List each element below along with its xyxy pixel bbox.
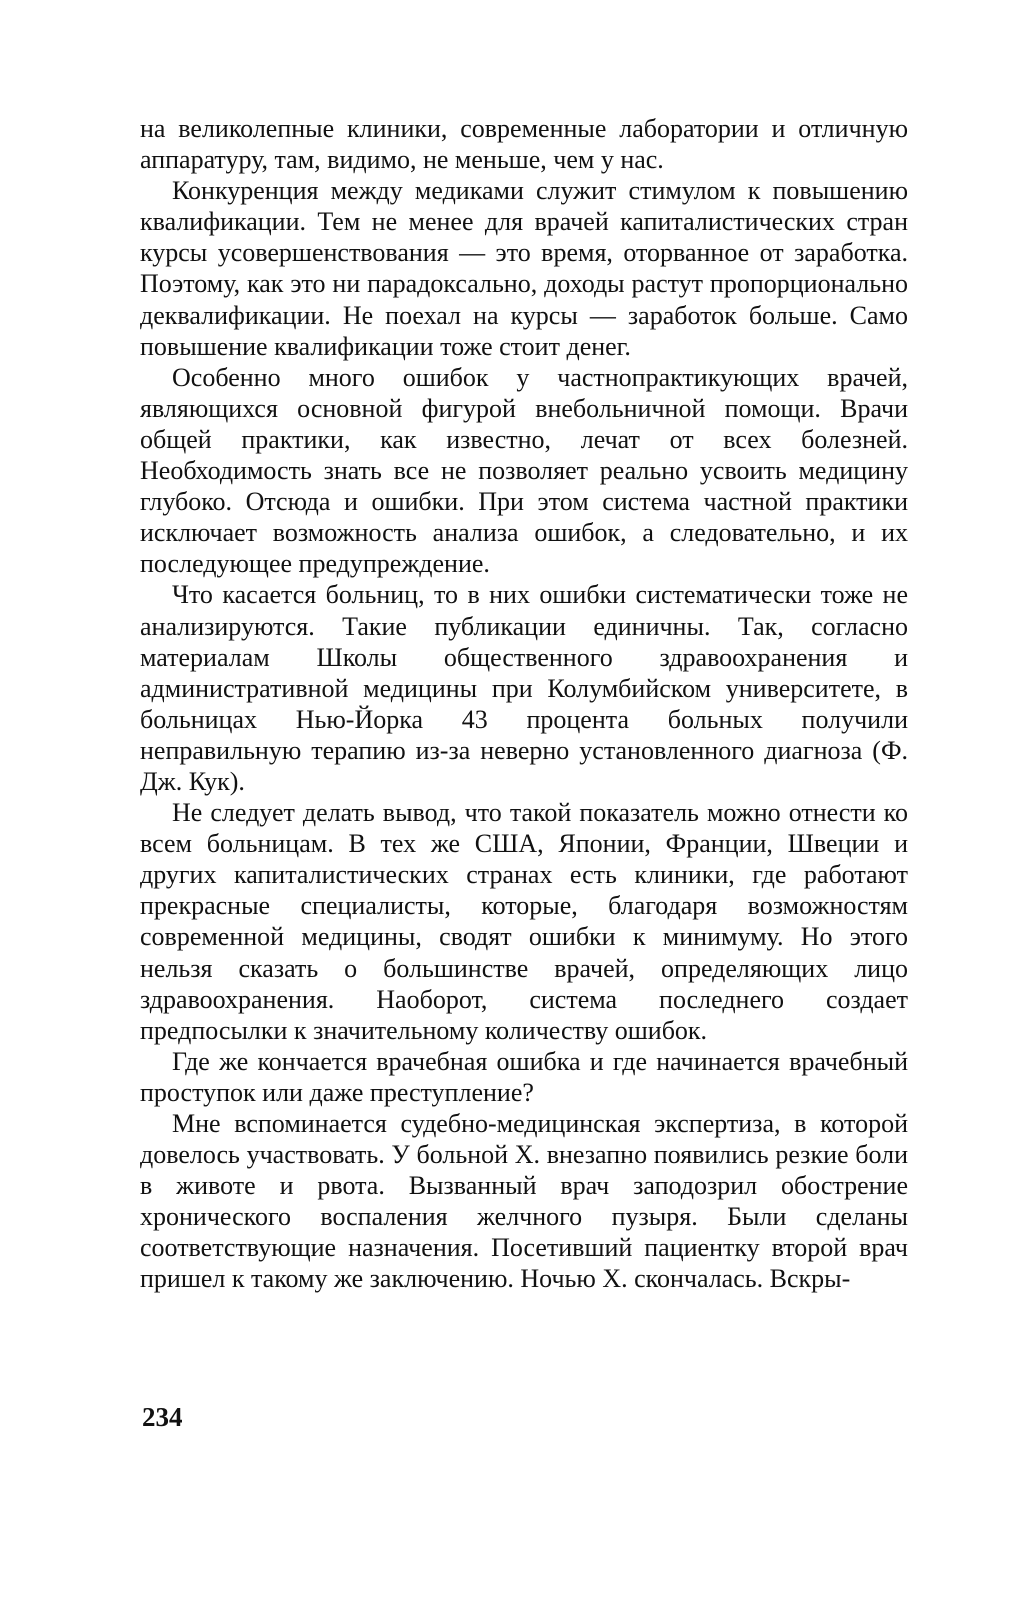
page-number: 234 bbox=[142, 1402, 183, 1432]
paragraph: Конкуренция между медиками служит стимулом к повышению квалификации. Тем не менее для врачей капиталистических стран курсы усовершенствования — это время, оторванное от заработка. Поэтому, как это ни парадоксально, доходы растут пропорционально деквалификации. Не поехал на курсы — заработок больше. Само повышение квалификации тоже стоит денег. bbox=[140, 176, 908, 361]
paragraph: Мне вспоминается судебно-медицинская экспертиза, в которой довелось участвовать. У больной Х. внезапно появились резкие боли в животе и рвота. Вызванный врач заподозрил обострение хронического воспаления желчного пузыря. Были сделаны соответствующие назначения. Посетивший пациентку второй врач пришел к такому же заключению. Ночью Х. скончалась. Вскры- bbox=[140, 1109, 908, 1294]
paragraph: на великолепные клиники, современные лаборатории и отличную аппаратуру, там, видимо, не меньше, чем у нас. bbox=[140, 114, 908, 175]
paragraph: Особенно много ошибок у частнопрактикующих врачей, являющихся основной фигурой внебольничной помощи. Врачи общей практики, как известно, лечат от всех болезней. Необходимость знать все не позволяет реально усвоить медицину глубоко. Отсюда и ошибки. При этом система частной практики исключает возможность анализа ошибок, а следовательно, и их последующее предупреждение. bbox=[140, 362, 908, 579]
paragraph: Где же кончается врачебная ошибка и где начинается врачебный проступок или даже преступление? bbox=[140, 1046, 908, 1107]
paragraph: Что касается больниц, то в них ошибки систематически тоже не анализируются. Такие публикации единичны. Так, согласно материалам Школы общественного здравоохранения и административной медицины при Колумбийском университете, в больницах Нью-Йорка 43 процента больных получили неправильную терапию из-за неверно установленного диагноза (Ф. Дж. Кук). bbox=[140, 580, 908, 796]
page-text bbox=[140, 113, 908, 1295]
paragraph: Не следует делать вывод, что такой показатель можно отнести ко всем больницам. В тех же США, Японии, Франции, Швеции и других капиталистических странах есть клиники, где работают прекрасные специалисты, которые, благодаря возможностям современной медицины, сводят ошибки к минимуму. Но этого нельзя сказать о большинстве врачей, определяющих лицо здравоохранения. Наоборот, система последнего создает предпосылки к значительному количеству ошибок. bbox=[140, 798, 908, 1045]
